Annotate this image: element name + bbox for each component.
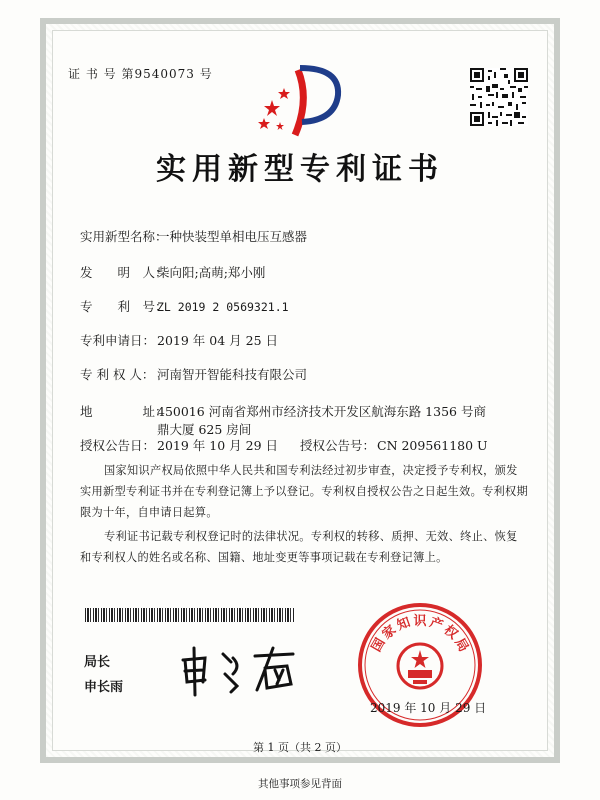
field-label-inventors: 发 明 人：	[80, 265, 168, 280]
field-label-patentee: 专 利 权 人：	[80, 367, 155, 382]
qr-code-icon	[470, 68, 528, 126]
field-value-announcement-number: CN 209561180 U	[377, 438, 488, 453]
field-value-address-line2: 鼎大厦 625 房间	[157, 422, 252, 437]
seal-character: 权	[440, 622, 461, 643]
field-label-patent-number: 专 利 号：	[80, 299, 168, 314]
field-value-patentee: 河南智开智能科技有限公司	[157, 367, 308, 382]
page-info: 第 1 页（共 2 页）	[253, 741, 347, 754]
barcode-icon	[85, 608, 295, 622]
notice-paragraph-1: 国家知识产权局依照中华人民共和国专利法经过初步审查，决定授予专利权，颁发实用新型专利证书并在专利登记簿上予以登记。专利权自授权公告之日起生效。专利权期限为十年，自申请日起算。	[80, 464, 529, 519]
field-value-patent-number: ZL 2019 2 0569321.1	[157, 300, 289, 314]
field-label-application-date: 专利申请日：	[80, 333, 156, 348]
seal-date: 2019 年 10 月 29 日	[370, 701, 487, 715]
seal-character: 识	[413, 614, 427, 629]
field-value-address-line1: 450016 河南省郑州市经济技术开发区航海东路 1356 号商	[157, 404, 486, 419]
handwritten-signature-icon	[175, 640, 305, 700]
notice-paragraph-2: 专利证书记载专利权登记时的法律状况。专利权的转移、质押、无效、终止、恢复和专利权人的姓名或名称、国籍、地址变更等事项记载在专利登记簿上。	[80, 530, 518, 564]
signatory-title: 局长	[84, 655, 111, 670]
field-value-utility-model-name: 一种快装型单相电压互感器	[157, 229, 308, 244]
field-value-inventors: 柴向阳;高萌;郑小刚	[157, 265, 266, 280]
seal-character: 产	[427, 615, 445, 634]
seal-character: 知	[395, 615, 413, 634]
field-label-utility-model-name: 实用新型名称：	[80, 229, 168, 244]
certificate-title: 实用新型专利证书	[156, 152, 444, 187]
seal-character: 局	[451, 635, 471, 655]
field-label-announcement-number: 授权公告号：	[300, 438, 376, 453]
seal-character: 家	[379, 622, 400, 643]
seal-character: 国	[369, 635, 389, 655]
field-label-announcement-date: 授权公告日：	[80, 438, 156, 453]
national-emblem-icon	[398, 644, 442, 688]
cnipa-logo-icon	[250, 60, 350, 140]
field-value-announcement-date: 2019 年 10 月 29 日	[157, 438, 278, 453]
certificate-number: 证 书 号 第9540073 号	[68, 67, 213, 81]
signatory-name: 申长雨	[84, 680, 124, 695]
footer-note: 其他事项参见背面	[258, 778, 342, 790]
field-label-address: 地 址：	[80, 404, 168, 419]
field-value-application-date: 2019 年 04 月 25 日	[157, 333, 278, 348]
